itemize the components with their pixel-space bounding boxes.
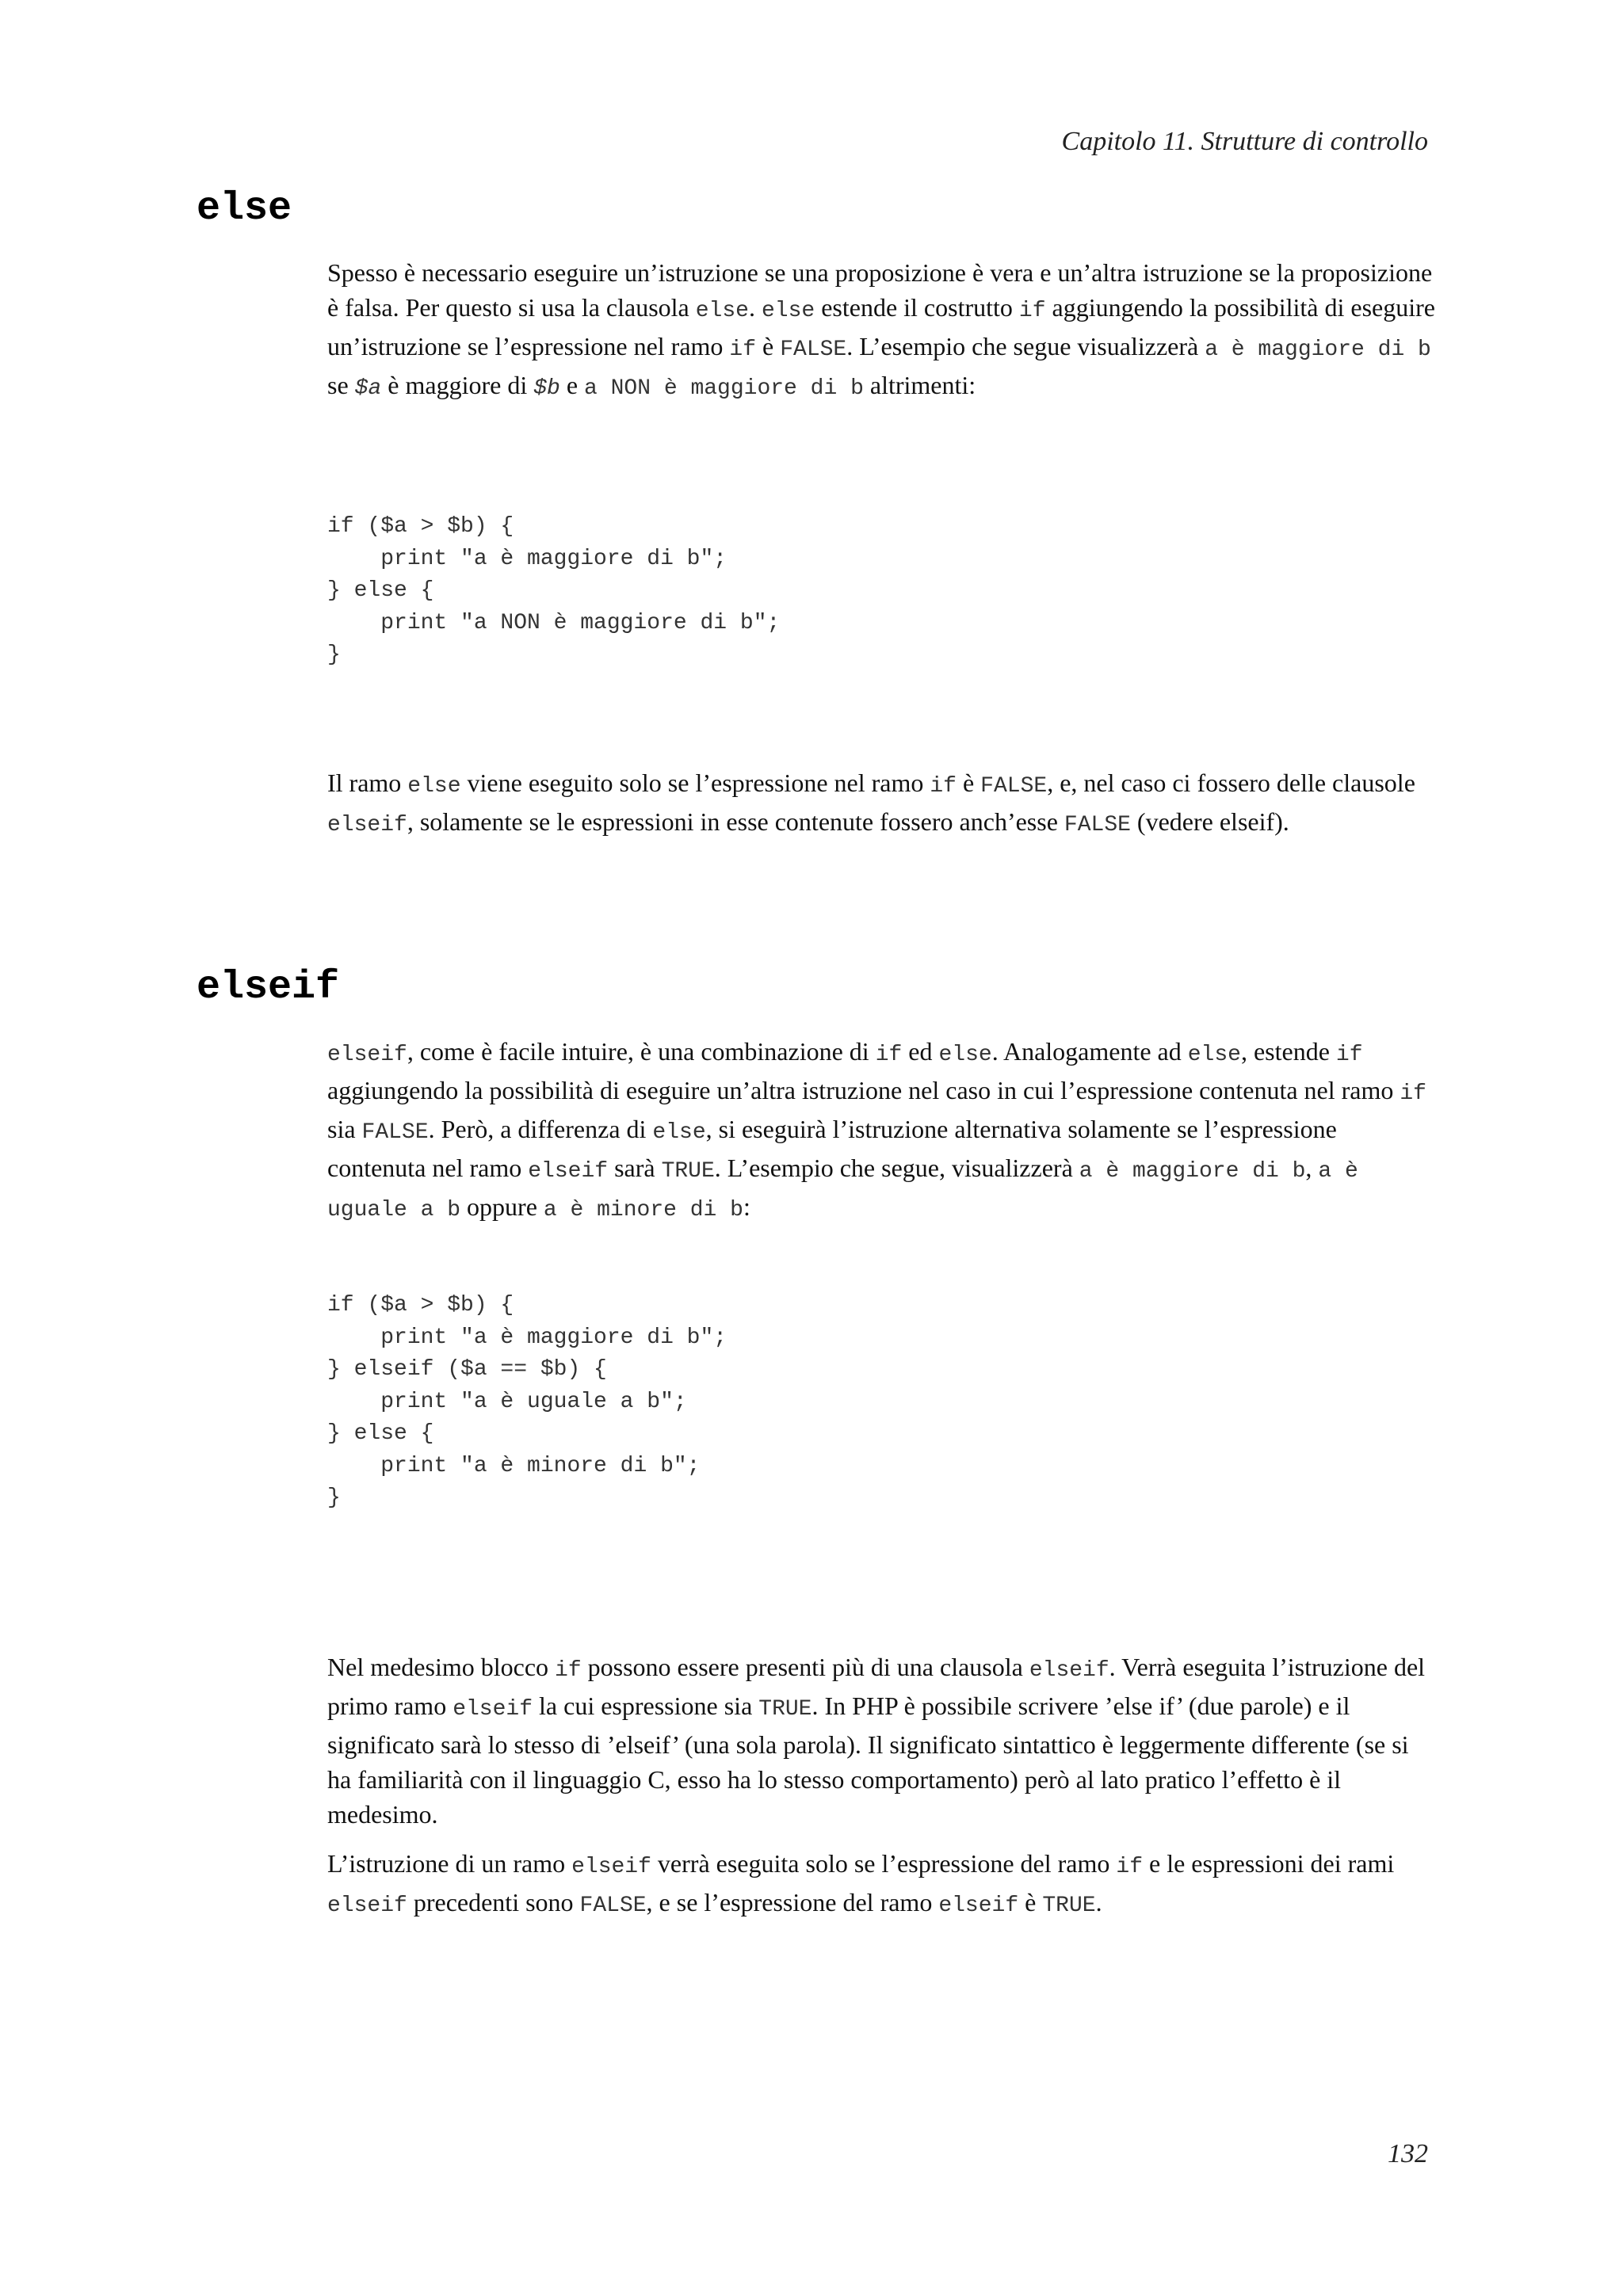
code-inline: if: [1400, 1081, 1426, 1106]
else-after-paragraph: [327, 765, 1437, 843]
text: Nel medesimo blocco: [327, 1653, 556, 1681]
code-inline: elseif: [327, 1894, 407, 1918]
running-header: Capitolo 11. Strutture di controllo: [1061, 127, 1428, 156]
text: se: [327, 371, 355, 399]
text: oppure: [460, 1192, 544, 1221]
code-inline: if: [729, 338, 757, 362]
text: . L’esempio che segue, visualizzerà: [714, 1154, 1079, 1182]
text: è: [1018, 1888, 1043, 1917]
code-inline: FALSE: [980, 774, 1048, 799]
text: , solamente se le espressioni in esse contenute fossero anch’esse: [407, 807, 1064, 836]
text: aggiungendo la possibilità di eseguire un’istruzione se l’espressione nel ramo: [327, 293, 1435, 360]
text: . Verrà eseguita l’istruzione del primo ramo: [327, 1653, 1426, 1720]
text: Il ramo: [327, 769, 408, 797]
code-block-elseif: if ($a > $b) { print "a è maggiore di b"; } elseif ($a == $b) { print "a è uguale a b"; } else { print "a è minore di b"; }: [327, 1293, 727, 1510]
text: , estende: [1240, 1037, 1336, 1066]
code-inline: else: [938, 1043, 992, 1067]
code-inline: TRUE: [758, 1697, 812, 1722]
text: .: [748, 293, 762, 322]
code-inline: elseif: [453, 1697, 533, 1722]
text: L’istruzione di un ramo: [327, 1849, 572, 1878]
text: . L’esempio che segue visualizzerà: [846, 332, 1205, 360]
code-inline: else: [1187, 1043, 1241, 1067]
code-inline: FALSE: [1064, 813, 1131, 837]
text: verrà eseguita solo se l’espressione del ramo: [651, 1849, 1117, 1878]
text: e le espressioni dei rami: [1143, 1849, 1395, 1878]
text: è: [756, 332, 781, 360]
code-inline: a è maggiore di b: [1205, 338, 1431, 362]
text: . Analogamente ad: [991, 1037, 1188, 1066]
variable-inline: $a: [354, 376, 382, 401]
code-inline: FALSE: [579, 1894, 647, 1918]
elseif-paragraph-2: [327, 1650, 1437, 1832]
text: estende il costrutto: [815, 293, 1019, 322]
code-inline: elseif: [327, 1043, 407, 1067]
text: e: [559, 371, 585, 399]
code-inline: elseif: [327, 813, 407, 837]
code-block-else: if ($a > $b) { print "a è maggiore di b"; } else { print "a NON è maggiore di b"; }: [327, 514, 781, 667]
code-inline: else: [407, 774, 461, 799]
code-inline: a è uguale a b: [327, 1159, 1358, 1222]
text: (vedere elseif).: [1130, 807, 1289, 836]
code-inline: if: [930, 774, 957, 799]
elseif-paragraph-3: [327, 1846, 1437, 1924]
text: la cui espressione sia: [533, 1691, 759, 1720]
code-inline: elseif: [528, 1159, 609, 1184]
text: altrimenti:: [863, 371, 976, 399]
text: sarà: [608, 1154, 662, 1182]
text: possono essere presenti più di una clausola: [581, 1653, 1029, 1681]
text: , si eseguirà l’istruzione alternativa solamente se l’espressione contenuta nel ramo: [327, 1115, 1337, 1182]
code-inline: if: [1335, 1043, 1363, 1067]
text: . In PHP è possibile scrivere ’else if’ (due parole) e il significato sarà lo stesso di ’elseif’ (una sola parola). Il significato sintattico è leggermente differente (se si ha familiarità con il linguaggio C, esso ha lo stesso comportamento) però al lato pratico l’effetto è il medesimo.: [327, 1691, 1409, 1829]
code-inline: TRUE: [1042, 1894, 1096, 1918]
code-inline: if: [1116, 1855, 1143, 1879]
page-number: 132: [1388, 2139, 1428, 2168]
code-inline: if: [875, 1043, 903, 1067]
text: Spesso è necessario eseguire un’istruzione se una proposizione è vera e un’altra istruzione se la proposizione è falsa. Per questo si usa la clausola: [327, 258, 1433, 322]
code-inline: elseif: [938, 1894, 1019, 1918]
text: . Però, a differenza di: [428, 1115, 653, 1143]
section-title-elseif: elseif: [197, 965, 340, 1010]
code-inline: else: [695, 299, 749, 323]
code-inline: if: [1018, 299, 1046, 323]
text: , e, nel caso ci fossero delle clausole: [1047, 769, 1415, 797]
text: è maggiore di: [381, 371, 534, 399]
code-inline: a NON è maggiore di b: [584, 376, 864, 401]
text: , e se l’espressione del ramo: [646, 1888, 939, 1917]
text: ed: [902, 1037, 939, 1066]
text: .: [1095, 1888, 1102, 1917]
code-inline: a è minore di b: [543, 1198, 743, 1222]
text: viene eseguito solo se l’espressione nel ramo: [460, 769, 930, 797]
elseif-intro-paragraph: [327, 1034, 1437, 1228]
code-inline: a è maggiore di b: [1079, 1159, 1306, 1184]
text: sia: [327, 1115, 362, 1143]
variable-inline: $b: [533, 376, 560, 401]
text: è: [956, 769, 981, 797]
code-inline: FALSE: [361, 1120, 429, 1145]
text: , come è facile intuire, è una combinazione di: [407, 1037, 876, 1066]
text: aggiungendo la possibilità di eseguire un’altra istruzione nel caso in cui l’espressione contenuta nel ramo: [327, 1076, 1400, 1104]
code-inline: elseif: [1029, 1658, 1109, 1683]
else-intro-paragraph: [327, 255, 1437, 406]
text: precedenti sono: [407, 1888, 580, 1917]
code-inline: if: [555, 1658, 582, 1683]
code-inline: TRUE: [661, 1159, 715, 1184]
text: ,: [1305, 1154, 1319, 1182]
code-inline: elseif: [571, 1855, 651, 1879]
code-inline: FALSE: [780, 338, 847, 362]
code-inline: else: [652, 1120, 706, 1145]
section-title-else: else: [197, 186, 292, 231]
text: :: [743, 1192, 750, 1221]
code-inline: else: [761, 299, 815, 323]
